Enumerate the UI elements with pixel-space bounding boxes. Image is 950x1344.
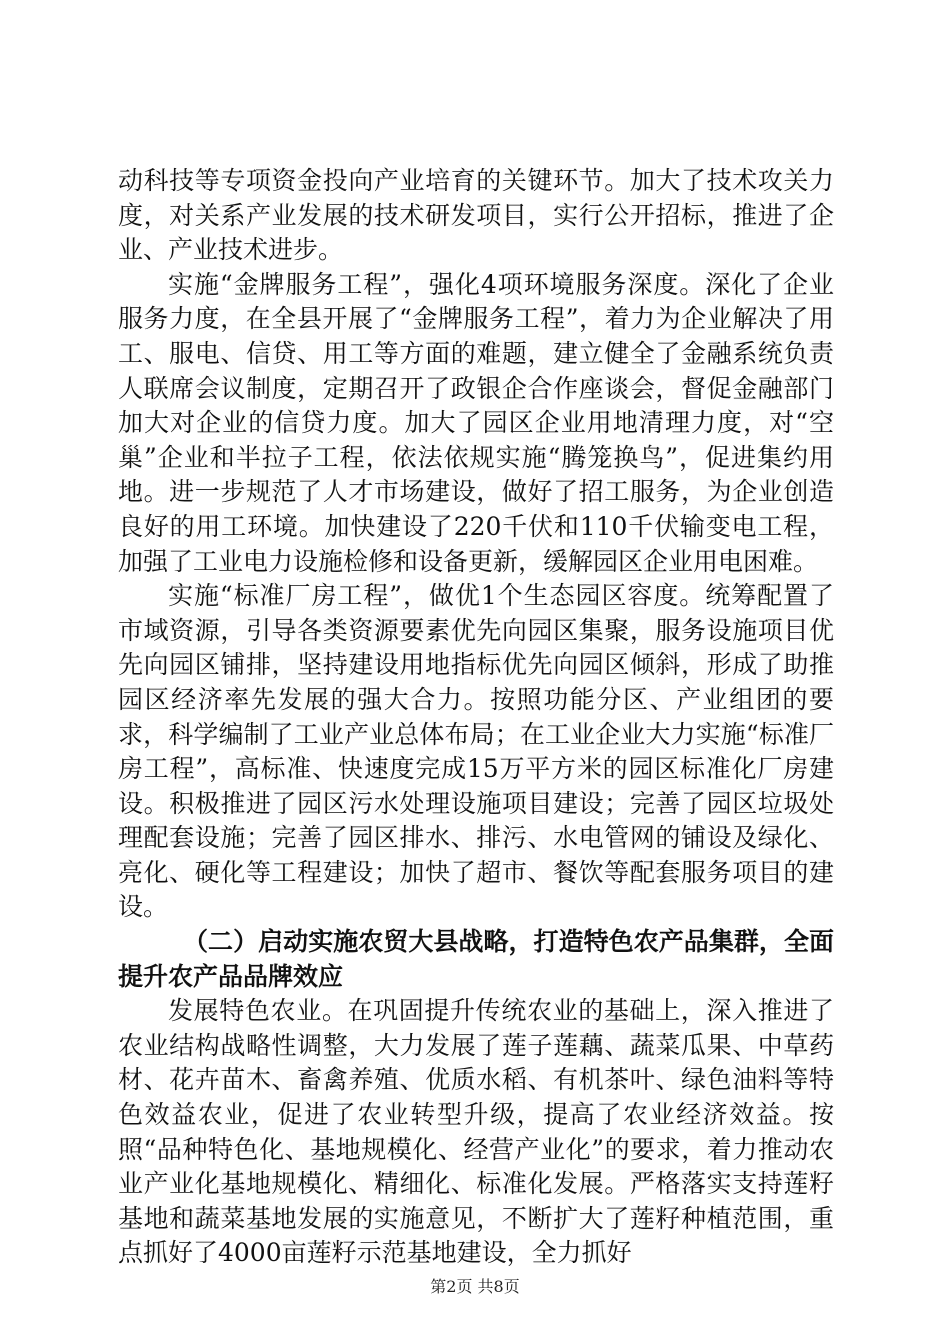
paragraph-continuation: 动科技等专项资金投向产业培育的关键环节。加大了技术攻关力度，对关系产业发展的技术研发项目，实行公开招标，推进了企业、产业技术进步。 <box>118 166 834 265</box>
paragraph-standard-factory: 实施“标准厂房工程”，做优1个生态园区容度。统筹配置了市域资源，引导各类资源要素优先向园区集聚，服务设施项目优先向园区铺排，坚持建设用地指标优先向园区倾斜，形成了助推园区经济率先发展的强大合力。按照功能分区、产业组团的要求，科学编制了工业产业总体布局；在工业企业大力实施“标准厂房工程”，高标准、快速度完成15万平方米的园区标准化厂房建设。积极推进了园区污水处理设施项目建设；完善了园区垃圾处理配套设施；完善了园区排水、排污、水电管网的铺设及绿化、亮化、硬化等工程建设；加快了超市、餐饮等配套服务项目的建设。 <box>118 581 834 922</box>
paragraph-gold-service: 实施“金牌服务工程”，强化4项环境服务深度。深化了企业服务力度，在全县开展了“金牌服务工程”，着力为企业解决了用工、服电、信贷、用工等方面的难题，建立健全了金融系统负责人联席会议制度，定期召开了政银企合作座谈会，督促金融部门加大对企业的信贷力度。加大了园区企业用地清理力度，对“空巢”企业和半拉子工程，依法依规实施“腾笼换鸟”，促进集约用地。进一步规范了人才市场建设，做好了招工服务，为企业创造良好的用工环境。加快建设了220千伏和110千伏输变电工程，加强了工业电力设施检修和设备更新，缓解园区企业用电困难。 <box>118 269 834 576</box>
document-body <box>118 164 834 1271</box>
page-footer: 第2页 共8页 <box>430 1277 520 1296</box>
paragraph-special-agriculture: 发展特色农业。在巩固提升传统农业的基础上，深入推进了农业结构战略性调整，大力发展了莲子莲藕、蔬菜瓜果、中草药材、花卉苗木、畜禽养殖、优质水稻、有机茶叶、绿色油料等特色效益农业，促进了农业转型升级，提高了农业经济效益。按照“品种特色化、基地规模化、经营产业化”的要求，着力推动农业产业化基地规模化、精细化、标准化发展。严格落实支持莲籽基地和蔬菜基地发展的实施意见，不断扩大了莲籽种植范围，重点抓好了4000亩莲籽示范基地建设，全力抓好 <box>118 996 834 1268</box>
section-heading: （二）启动实施农贸大县战略，打造特色农产品集群，全面提升农产品品牌效应 <box>118 927 834 991</box>
